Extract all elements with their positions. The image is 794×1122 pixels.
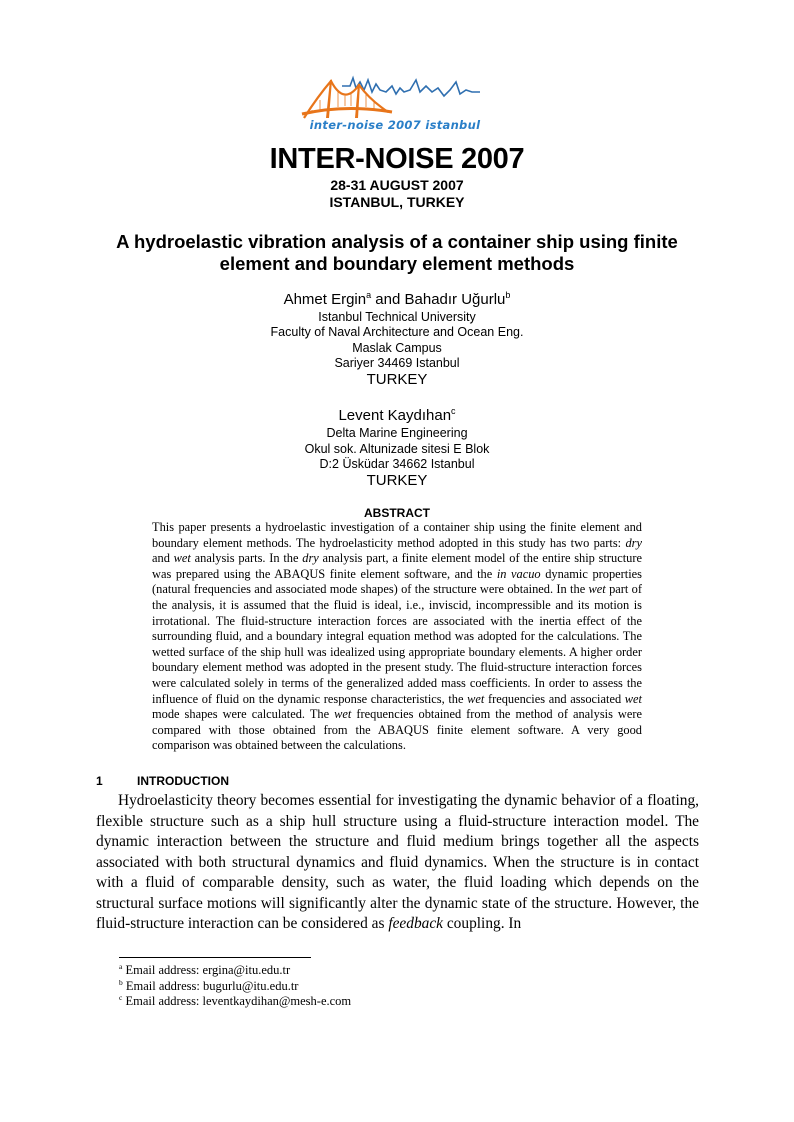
affiliation-line: Delta Marine Engineering: [326, 426, 468, 440]
intro-text: Hydroelasticity theory becomes essential for investigating the dynamic behavior of a floating, flexible structure such as a ship hull structure using a fluid-structure interaction model. The dynamic interaction between the structure and fluid medium brings together all the aspects associated with both structural dynamics and fluid dynamics. When the structure is in contact with a fluid of comparable density, such as water, the fluid loading which depends on the structural surface motions will significantly alter the dynamic state of the structure. However, the fluid-structure interaction can be considered as: [96, 792, 699, 932]
footnote-item: [119, 979, 619, 995]
abstract-text: analysis parts. In the: [190, 551, 303, 566]
abstract-italic: wet: [624, 691, 642, 706]
footnote-mark: a: [366, 290, 372, 300]
footnote-mark: b: [505, 290, 511, 300]
abstract-italic: dry: [625, 535, 642, 550]
affiliation-line: Maslak Campus: [352, 341, 442, 355]
paper-title-line: element and boundary element methods: [219, 253, 575, 274]
abstract-text: frequencies obtained from the method of analysis were compared with those obtained from the ABAQUS finite element software. A very good comparison was obtained between the calculations.: [152, 707, 643, 753]
affiliation-line: Istanbul Technical University: [318, 310, 476, 324]
footnotes: [119, 963, 619, 1010]
author-name: Bahadır Uğurlu: [404, 291, 506, 308]
intro-italic: feedback: [388, 915, 443, 932]
author-name: Levent Kaydıhan: [338, 407, 452, 424]
footnote-mark: b: [119, 977, 123, 987]
footnote-mark: c: [119, 992, 123, 1002]
author-name: Ahmet Ergin: [283, 291, 367, 308]
paper-title: [100, 231, 694, 275]
affiliation-country: TURKEY: [366, 472, 428, 489]
footnote-mark: c: [451, 406, 456, 416]
author-conjunction: and: [371, 291, 405, 308]
abstract-text: dynamic properties (natural frequencies and associated mode shapes) of the structure were obtained. In the: [152, 566, 642, 597]
conference-title: INTER-NOISE 2007: [269, 143, 525, 175]
abstract-body: [152, 520, 642, 754]
conference-place: ISTANBUL, TURKEY: [329, 194, 465, 210]
bridge-deck: [302, 108, 392, 114]
affiliation-line: Okul sok. Altunizade sitesi E Blok: [304, 442, 490, 456]
abstract-text: and: [152, 551, 174, 566]
abstract-text: analysis part, a finite element model of the entire ship structure was prepared using the ABAQUS finite element software, and the: [152, 551, 642, 581]
abstract-text: This paper presents a hydroelastic investigation of a container ship using the finite element and boundary element methods. The hydroelasticity method adopted in this study has two parts:: [152, 520, 642, 550]
abstract-italic: wet: [588, 582, 606, 597]
affiliation-country: TURKEY: [366, 371, 428, 388]
abstract-italic: wet: [334, 707, 352, 722]
affiliation-line: Sariyer 34469 Istanbul: [334, 356, 460, 370]
footnote-item: [119, 994, 619, 1010]
footnote-email: Email address: bugurlu@itu.edu.tr: [122, 978, 299, 993]
author-names-2: [0, 407, 794, 424]
logo-caption: inter-noise 2007 istanbul: [309, 118, 481, 132]
abstract-text: frequencies and associated: [484, 691, 625, 706]
section-heading-introduction: [96, 774, 229, 788]
affiliation-line: Faculty of Naval Architecture and Ocean Eng.: [270, 325, 524, 339]
footnote-email: Email address: leventkaydihan@mesh-e.com: [122, 994, 352, 1008]
abstract-text: mode shapes were calculated. The: [152, 707, 335, 722]
author-names-1: [0, 291, 794, 308]
footnote-item: [119, 963, 619, 979]
abstract-heading: ABSTRACT: [364, 506, 430, 520]
paper-title-line: A hydroelastic vibration analysis of a container ship using finite: [116, 231, 678, 252]
abstract-text: part of the analysis, it is assumed that the fluid is ideal, i.e., inviscid, incompressible and its motion is irrotational. The fluid-structure interaction forces are associated with the inertia effect of the surrounding fluid, and a boundary integral equation method was adopted for the calculations. The wetted surface of the ship hull was idealized using appropriate boundary elements. A higher order boundary element method was adopted in the present study. The fluid-structure interaction forces were calculated solely in terms of the generalized added mass coefficients. In order to assess the influence of fluid on the dynamic response characteristics, the: [152, 582, 642, 706]
abstract-italic: in vacuo: [496, 566, 541, 581]
abstract-italic: wet: [173, 551, 191, 566]
footnote-rule: [119, 957, 311, 958]
footnote-email: Email address: ergina@itu.edu.tr: [122, 963, 291, 977]
conference-date: 28-31 AUGUST 2007: [330, 177, 464, 193]
abstract-italic: dry: [302, 551, 319, 566]
sound-wave-line: [342, 78, 480, 96]
introduction-paragraph: [96, 791, 699, 935]
footnote-mark: a: [119, 961, 123, 971]
section-number: 1: [96, 774, 103, 788]
intro-text: coupling. In: [443, 915, 522, 932]
abstract-italic: wet: [467, 691, 485, 706]
affiliation-line: D:2 Üsküdar 34662 Istanbul: [319, 457, 475, 471]
section-title: INTRODUCTION: [137, 774, 229, 788]
